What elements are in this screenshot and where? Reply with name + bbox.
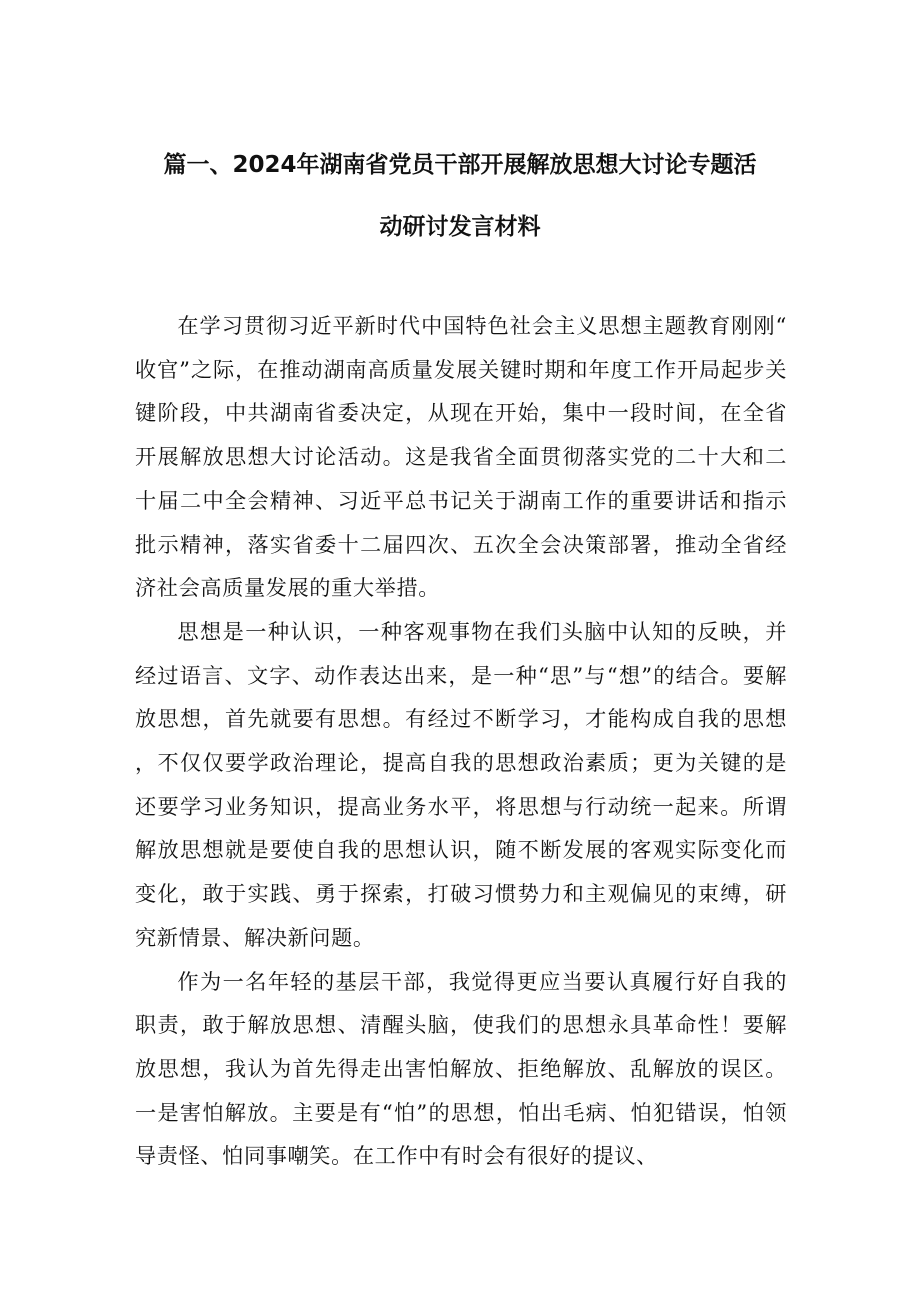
title-line-2: 动研讨发言材料: [379, 214, 541, 240]
paragraph-1: 在学习贯彻习近平新时代中国特色社会主义思想主题教育刚刚“收官”之际，在推动湖南高质量发展关键时期和年度工作开局起步关键阶段，中共湖南省委决定，从现在开始，集中一段时间，在全省开展解放思想大讨论活动。这是我省全面贯彻落实党的二十大和二十届二中全会精神、习近平总书记关于湖南工作的重要讲话和指示批示精神，落实省委十二届四次、五次全会决策部署，推动全省经济社会高质量发展的重大举措。: [135, 313, 787, 601]
title-line-1: 篇一、2024年湖南省党员干部开展解放思想大讨论专题活: [163, 152, 757, 178]
paragraph-3: 作为一名年轻的基层干部，我觉得更应当要认真履行好自我的职责，敢于解放思想、清醒头脑，使我们的思想永具革命性！要解放思想，我认为首先得走出害怕解放、拒绝解放、乱解放的误区。一是害怕解放。主要是有“怕”的思想，怕出毛病、怕犯错误，怕领导责怪、怕同事嘲笑。在工作中有时会有很好的提议、: [135, 968, 787, 1169]
paragraph-2: 思想是一种认识，一种客观事物在我们头脑中认知的反映，并经过语言、文字、动作表达出来，是一种“思”与“想”的结合。要解放思想，首先就要有思想。有经过不断学习，才能构成自我的思想，不仅仅要学政治理论，提高自我的思想政治素质；更为关键的是还要学习业务知识，提高业务水平，将思想与行动统一起来。所谓解放思想就是要使自我的思想认识，随不断发展的客观实际变化而变化，敢于实践、勇于探索，打破习惯势力和主观偏见的束缚，研究新情景、解决新问题。: [135, 618, 787, 950]
document-body: [135, 304, 787, 1178]
